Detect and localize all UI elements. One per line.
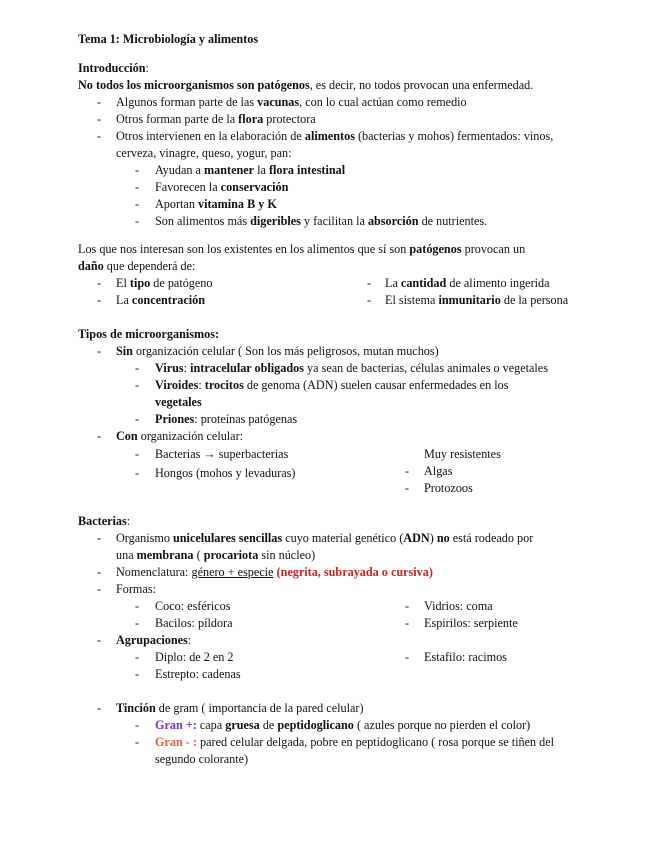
tipo-bacterias: Bacterias → superbacterias xyxy=(155,447,289,461)
bacterias-formas: Formas: xyxy=(116,582,156,596)
bullet-dash: - xyxy=(405,650,410,664)
factor-cantidad: La cantidad de alimento ingerida xyxy=(385,276,550,290)
tipo-protozoos: Protozoos xyxy=(424,481,473,495)
bullet-dash: - xyxy=(97,129,102,143)
bullet-dash: - xyxy=(135,378,140,392)
bacterias-tincion: Tinción de gram ( importancia de la pared celular) xyxy=(116,701,364,715)
gram-negativo: Gran - : pared celular delgada, pobre en peptidoglicano ( rosa porque se tiñen del xyxy=(155,735,555,749)
bullet-dash: - xyxy=(135,735,140,749)
bullet-dash: - xyxy=(367,293,372,307)
sub-bullet-digeribles: Son alimentos más digeribles y facilitan la absorción de nutrientes. xyxy=(155,214,488,228)
bullet-dash: - xyxy=(405,616,410,630)
tipos-heading: Tipos de microorganismos: xyxy=(78,327,220,341)
bullet-dash: - xyxy=(405,481,410,495)
bullet-dash: - xyxy=(97,701,102,715)
forma-vibrio: Vidrios: coma xyxy=(424,599,493,613)
bullet-dash: - xyxy=(135,197,140,211)
tipo-virus: Virus: intracelular obligados ya sean de bacterias, células animales o vegetales xyxy=(155,361,548,375)
bullet-dash: - xyxy=(135,361,140,375)
agrup-diplo: Diplo: de 2 en 2 xyxy=(155,650,234,664)
forma-bacilo: Bacilos: píldora xyxy=(155,616,233,630)
bullet-dash: - xyxy=(135,718,140,732)
sub-bullet-mantener: Ayudan a mantener la flora intestinal xyxy=(155,163,346,177)
bullet-dash: - xyxy=(135,599,140,613)
gram-positivo: Gran +: capa gruesa de peptidoglicano ( azules porque no pierden el color) xyxy=(155,718,531,732)
bacterias-agrupaciones: Agrupaciones: xyxy=(116,633,192,647)
bacterias-nomenclatura: Nomenclatura: género + especie (negrita, subrayada o cursiva) xyxy=(116,565,433,579)
bacterias-organismo-cont: una membrana ( procariota sin núcleo) xyxy=(116,548,316,562)
intro-bullet-flora: Otros forman parte de la flora protectora xyxy=(116,112,316,126)
tipos-con: Con organización celular: xyxy=(116,429,244,443)
bullet-dash: - xyxy=(97,276,102,290)
intro-bullet-alimentos-cont: cerveza, vinagre, queso, yogur, pan: xyxy=(116,146,292,160)
bullet-dash: - xyxy=(135,447,140,461)
bullet-dash: - xyxy=(97,112,102,126)
bacterias-organismo: Organismo unicelulares sencillas cuyo material genético (ADN) no está rodeado por xyxy=(116,531,534,545)
tipo-priones: Priones: proteínas patógenas xyxy=(155,412,298,426)
agrup-estrepto: Estrepto: cadenas xyxy=(155,667,241,681)
bullet-dash: - xyxy=(135,180,140,194)
bullet-dash: - xyxy=(97,95,102,109)
factor-concentracion: La concentración xyxy=(116,293,206,307)
bullet-dash: - xyxy=(135,650,140,664)
bullet-dash: - xyxy=(405,464,410,478)
forma-espirilo: Espirilos: serpiente xyxy=(424,616,518,630)
bullet-dash: - xyxy=(135,163,140,177)
bullet-dash: - xyxy=(367,276,372,290)
bullet-dash: - xyxy=(135,214,140,228)
page-title: Tema 1: Microbiología y alimentos xyxy=(78,32,259,46)
paragraph-line: daño que dependerá de: xyxy=(78,259,196,273)
intro-bullet-vacunas: Algunos forman parte de las vacunas, con lo cual actúan como remedio xyxy=(116,95,467,109)
intro-bullet-alimentos: Otros intervienen en la elaboración de alimentos (bacterias y mohos) fermentados: vinos, xyxy=(116,129,554,143)
factor-tipo: El tipo de patógeno xyxy=(116,276,213,290)
forma-coco: Coco: esféricos xyxy=(155,599,231,613)
bullet-dash: - xyxy=(135,412,140,426)
bullet-dash: - xyxy=(97,633,102,647)
bullet-dash: - xyxy=(135,667,140,681)
intro-heading: Introducción: xyxy=(78,61,149,75)
intro-line: No todos los microorganismos son patógenos, es decir, no todos provocan una enfermedad. xyxy=(78,78,534,92)
bullet-dash: - xyxy=(97,531,102,545)
sub-bullet-conservacion: Favorecen la conservación xyxy=(155,180,289,194)
sub-bullet-vitamina: Aportan vitamina B y K xyxy=(155,197,277,211)
tipos-sin: Sin organización celular ( Son los más peligrosos, mutan muchos) xyxy=(116,344,439,358)
paragraph-line: Los que nos interesan son los existentes en los alimentos que sí son patógenos provocan un xyxy=(78,242,526,256)
tipo-muy-resistentes: Muy resistentes xyxy=(424,447,501,461)
bullet-dash: - xyxy=(97,429,102,443)
tipo-algas: Algas xyxy=(424,464,453,478)
gram-negativo-cont: segundo colorante) xyxy=(155,752,249,766)
bacterias-heading: Bacterias: xyxy=(78,514,131,528)
bullet-dash: - xyxy=(135,616,140,630)
bullet-dash: - xyxy=(97,582,102,596)
tipo-viroides-cont: vegetales xyxy=(155,395,202,409)
tipo-viroides: Viroides: trocitos de genoma (ADN) suelen causar enfermedades en los xyxy=(155,378,509,392)
bullet-dash: - xyxy=(97,344,102,358)
bullet-dash: - xyxy=(405,599,410,613)
bullet-dash: - xyxy=(97,293,102,307)
bullet-dash: - xyxy=(97,565,102,579)
tipo-hongos: Hongos (mohos y levaduras) xyxy=(155,466,296,480)
bullet-dash: - xyxy=(135,466,140,480)
factor-inmunitario: El sistema inmunitario de la persona xyxy=(385,293,569,307)
agrup-estafilo: Estafilo: racimos xyxy=(424,650,507,664)
